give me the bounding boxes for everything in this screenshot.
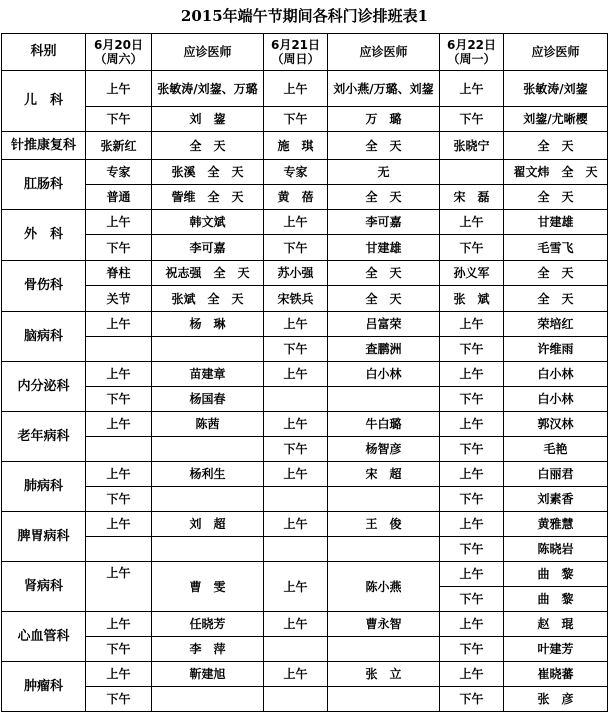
period-pm: 下午 [86, 235, 152, 261]
table-row [2, 210, 608, 235]
period-am: 上午 [264, 612, 328, 637]
doctor-cell: 李可嘉 [152, 235, 264, 261]
header-day3: 6月22日（周一） [440, 34, 504, 71]
doctor-cell: 白小林 [504, 387, 608, 412]
period-am: 上午 [86, 562, 152, 612]
period-pm: 下午 [86, 107, 152, 132]
table-row [2, 107, 608, 132]
doctor-cell: 陈晓岩 [504, 537, 608, 562]
doctor-cell: 宋 磊 [440, 185, 504, 210]
doctor-cell: 无 [328, 160, 440, 185]
dept-zhentui: 针推康复科 [2, 132, 86, 160]
header-doctor-1: 应诊医师 [152, 34, 264, 71]
allday-cell: 全 天 [504, 286, 608, 312]
period-pm: 下午 [440, 387, 504, 412]
period-am: 上午 [86, 662, 152, 687]
table-row [2, 437, 608, 462]
period-pm: 下午 [86, 687, 152, 712]
doctor-cell: 牛白璐 [328, 412, 440, 437]
period-pm: 下午 [440, 107, 504, 132]
period-am: 上午 [264, 362, 328, 387]
doctor-cell: 郭汉林 [504, 412, 608, 437]
period-pm: 下午 [440, 437, 504, 462]
dept-gangchang: 肛肠科 [2, 160, 86, 210]
dept-feibing: 肺病科 [2, 462, 86, 512]
period-am: 上午 [264, 210, 328, 235]
doctor-cell: 刘 超 [152, 512, 264, 537]
doctor-cell: 张晓宁 [440, 132, 504, 160]
table-row [2, 412, 608, 437]
period-am: 上午 [86, 312, 152, 337]
table-row [2, 132, 608, 160]
dept-zhongliu: 肿瘤科 [2, 662, 86, 712]
period-pm: 下午 [440, 637, 504, 662]
empty-cell [328, 637, 440, 662]
table-row [2, 312, 608, 337]
page-title: 2015年端午节期间各科门诊排班表1 [180, 7, 429, 25]
empty-cell [328, 387, 440, 412]
allday-cell: 全 天 [328, 286, 440, 312]
table-row [2, 185, 608, 210]
doctor-cell: 张敏涛/刘鋆 [504, 71, 608, 107]
doctor-cell: 白丽君 [504, 462, 608, 487]
doctor-cell: 李 萍 [152, 637, 264, 662]
period-am: 上午 [86, 412, 152, 437]
empty-cell [264, 637, 328, 662]
period-am: 上午 [440, 612, 504, 637]
empty-cell [328, 487, 440, 512]
allday-cell: 全 天 [504, 185, 608, 210]
doctor-cell: 杨智彦 [328, 437, 440, 462]
doctor-cell: 黄 蓓 [264, 185, 328, 210]
clinic-type-joint: 关节 [86, 286, 152, 312]
period-am: 上午 [264, 662, 328, 687]
period-pm: 下午 [264, 337, 328, 362]
period-am: 上午 [440, 512, 504, 537]
period-am: 上午 [86, 71, 152, 107]
doctor-cell: 刘小燕/万璐、刘鋆 [328, 71, 440, 107]
allday-cell: 全 天 [328, 185, 440, 210]
clinic-type-spine: 脊柱 [86, 261, 152, 286]
table-row [2, 387, 608, 412]
period-pm: 下午 [86, 487, 152, 512]
clinic-type-normal: 普通 [86, 185, 152, 210]
doctor-cell: 毛艳 [504, 437, 608, 462]
doctor-cell: 曹 雯 [152, 562, 264, 612]
table-row [2, 662, 608, 687]
dept-waike: 外 科 [2, 210, 86, 261]
doctor-name: 张溪 [171, 165, 196, 179]
empty-cell [264, 387, 328, 412]
allday-label: 全 天 [213, 266, 250, 280]
doctor-cell: 杨 琳 [152, 312, 264, 337]
period-pm: 下午 [440, 537, 504, 562]
clinic-type-expert: 专家 [86, 160, 152, 185]
schedule-table [1, 33, 608, 712]
period-am: 上午 [264, 462, 328, 487]
period-pm: 下午 [264, 107, 328, 132]
empty-cell [152, 537, 264, 562]
period-am: 上午 [440, 210, 504, 235]
period-am: 上午 [264, 562, 328, 612]
period-am: 上午 [440, 462, 504, 487]
allday-label: 全 天 [561, 165, 598, 179]
table-row [2, 160, 608, 185]
dept-xinxueguan: 心血管科 [2, 612, 86, 662]
period-am: 上午 [86, 462, 152, 487]
allday-cell: 全 天 [504, 261, 608, 286]
doctor-cell [440, 160, 504, 185]
doctor-cell: 宋 超 [328, 462, 440, 487]
dept-naobing: 脑病科 [2, 312, 86, 362]
doctor-cell: 张 斌 [440, 286, 504, 312]
dept-neifenmi: 内分泌科 [2, 362, 86, 412]
period-pm: 下午 [264, 235, 328, 261]
period-pm: 下午 [264, 437, 328, 462]
doctor-cell [152, 185, 264, 210]
header-doctor-3: 应诊医师 [504, 34, 608, 71]
table-row [2, 562, 608, 587]
table-row [2, 537, 608, 562]
doctor-cell: 甘建雄 [328, 235, 440, 261]
period-pm: 下午 [440, 337, 504, 362]
period-am: 上午 [264, 312, 328, 337]
table-row [2, 286, 608, 312]
doctor-cell [152, 160, 264, 185]
table-row [2, 235, 608, 261]
doctor-cell [504, 160, 608, 185]
table-row [2, 71, 608, 107]
empty-cell [152, 487, 264, 512]
period-am: 上午 [440, 362, 504, 387]
table-row [2, 261, 608, 286]
empty-cell [328, 537, 440, 562]
doctor-name: 翟文炜 [513, 165, 550, 179]
period-pm: 下午 [440, 687, 504, 712]
doctor-cell: 叶建芳 [504, 637, 608, 662]
period-am: 上午 [86, 512, 152, 537]
allday-label: 全 天 [207, 190, 244, 204]
table-row [2, 487, 608, 512]
header-day2: 6月21日（周日） [264, 34, 328, 71]
doctor-cell: 毛雪飞 [504, 235, 608, 261]
doctor-cell: 甘建雄 [504, 210, 608, 235]
empty-cell [86, 537, 152, 562]
allday-cell: 全 天 [152, 132, 264, 160]
doctor-cell: 黄雅慧 [504, 512, 608, 537]
table-row [2, 462, 608, 487]
doctor-cell: 杨利生 [152, 462, 264, 487]
doctor-cell: 万 璐 [328, 107, 440, 132]
doctor-cell: 白小林 [504, 362, 608, 387]
doctor-cell: 张敏涛/刘鋆、万璐 [152, 71, 264, 107]
dept-laonian: 老年病科 [2, 412, 86, 462]
period-pm: 下午 [86, 387, 152, 412]
empty-cell [152, 337, 264, 362]
header-dept: 科别 [2, 34, 86, 71]
period-am: 上午 [440, 662, 504, 687]
dept-shenbing: 肾病科 [2, 562, 86, 612]
doctor-cell: 王 俊 [328, 512, 440, 537]
doctor-cell: 施 琪 [264, 132, 328, 160]
doctor-cell: 陈茜 [152, 412, 264, 437]
allday-cell: 全 天 [328, 132, 440, 160]
doctor-cell: 曹永智 [328, 612, 440, 637]
doctor-cell: 荣培红 [504, 312, 608, 337]
dept-er-ke: 儿 科 [2, 71, 86, 132]
doctor-name: 訾维 [171, 190, 196, 204]
doctor-cell: 刘素香 [504, 487, 608, 512]
table-row [2, 612, 608, 637]
period-pm: 下午 [440, 235, 504, 261]
doctor-cell: 陈小燕 [328, 562, 440, 612]
doctor-cell: 刘 鋆 [152, 107, 264, 132]
doctor-cell: 韩文斌 [152, 210, 264, 235]
doctor-cell: 任晓芳 [152, 612, 264, 637]
allday-label: 全 天 [207, 165, 244, 179]
allday-label: 全 天 [207, 291, 244, 306]
doctor-cell: 曲 黎 [504, 562, 608, 587]
doctor-cell: 苗建章 [152, 362, 264, 387]
doctor-cell: 张新红 [86, 132, 152, 160]
dept-gushang: 骨伤科 [2, 261, 86, 312]
doctor-cell: 许维雨 [504, 337, 608, 362]
doctor-cell: 查鹏洲 [328, 337, 440, 362]
period-am: 上午 [440, 412, 504, 437]
table-row [2, 362, 608, 387]
table-row [2, 337, 608, 362]
doctor-cell: 宋铁兵 [264, 286, 328, 312]
doctor-cell: 杨国春 [152, 387, 264, 412]
period-am: 上午 [264, 512, 328, 537]
doctor-cell: 靳建旭 [152, 662, 264, 687]
doctor-cell: 孙义军 [440, 261, 504, 286]
period-pm: 下午 [440, 487, 504, 512]
doctor-cell: 刘鋆/尤晰樱 [504, 107, 608, 132]
period-pm: 下午 [440, 587, 504, 612]
period-am: 上午 [264, 71, 328, 107]
doctor-cell: 白小林 [328, 362, 440, 387]
header-day1: 6月20日（周六） [86, 34, 152, 71]
table-row [2, 512, 608, 537]
period-am: 上午 [86, 210, 152, 235]
period-am: 上午 [440, 312, 504, 337]
table-row [2, 637, 608, 662]
period-am: 上午 [440, 71, 504, 107]
doctor-name: 张斌 [171, 291, 196, 306]
doctor-cell [152, 261, 264, 286]
empty-cell [152, 437, 264, 462]
doctor-cell: 曲 黎 [504, 587, 608, 612]
doctor-cell: 崔晓蕃 [504, 662, 608, 687]
period-am: 上午 [86, 612, 152, 637]
period-am: 上午 [440, 562, 504, 587]
allday-cell: 全 天 [328, 261, 440, 286]
empty-cell [86, 437, 152, 462]
allday-cell: 全 天 [504, 132, 608, 160]
period-pm: 下午 [86, 637, 152, 662]
doctor-cell: 张 立 [328, 662, 440, 687]
doctor-name: 祝志强 [165, 266, 202, 280]
empty-cell [86, 337, 152, 362]
doctor-cell: 苏小强 [264, 261, 328, 286]
empty-cell [264, 487, 328, 512]
period-am: 上午 [86, 362, 152, 387]
header-doctor-2: 应诊医师 [328, 34, 440, 71]
dept-piwei: 脾胃病科 [2, 512, 86, 562]
doctor-cell: 赵 琨 [504, 612, 608, 637]
doctor-cell: 吕富荣 [328, 312, 440, 337]
period-am: 上午 [264, 412, 328, 437]
doctor-cell: 李可嘉 [328, 210, 440, 235]
doctor-cell [152, 286, 264, 312]
doctor-cell: 张 彦 [504, 687, 608, 712]
clinic-type-expert: 专家 [264, 160, 328, 185]
header-row [2, 34, 608, 71]
empty-cell [264, 537, 328, 562]
